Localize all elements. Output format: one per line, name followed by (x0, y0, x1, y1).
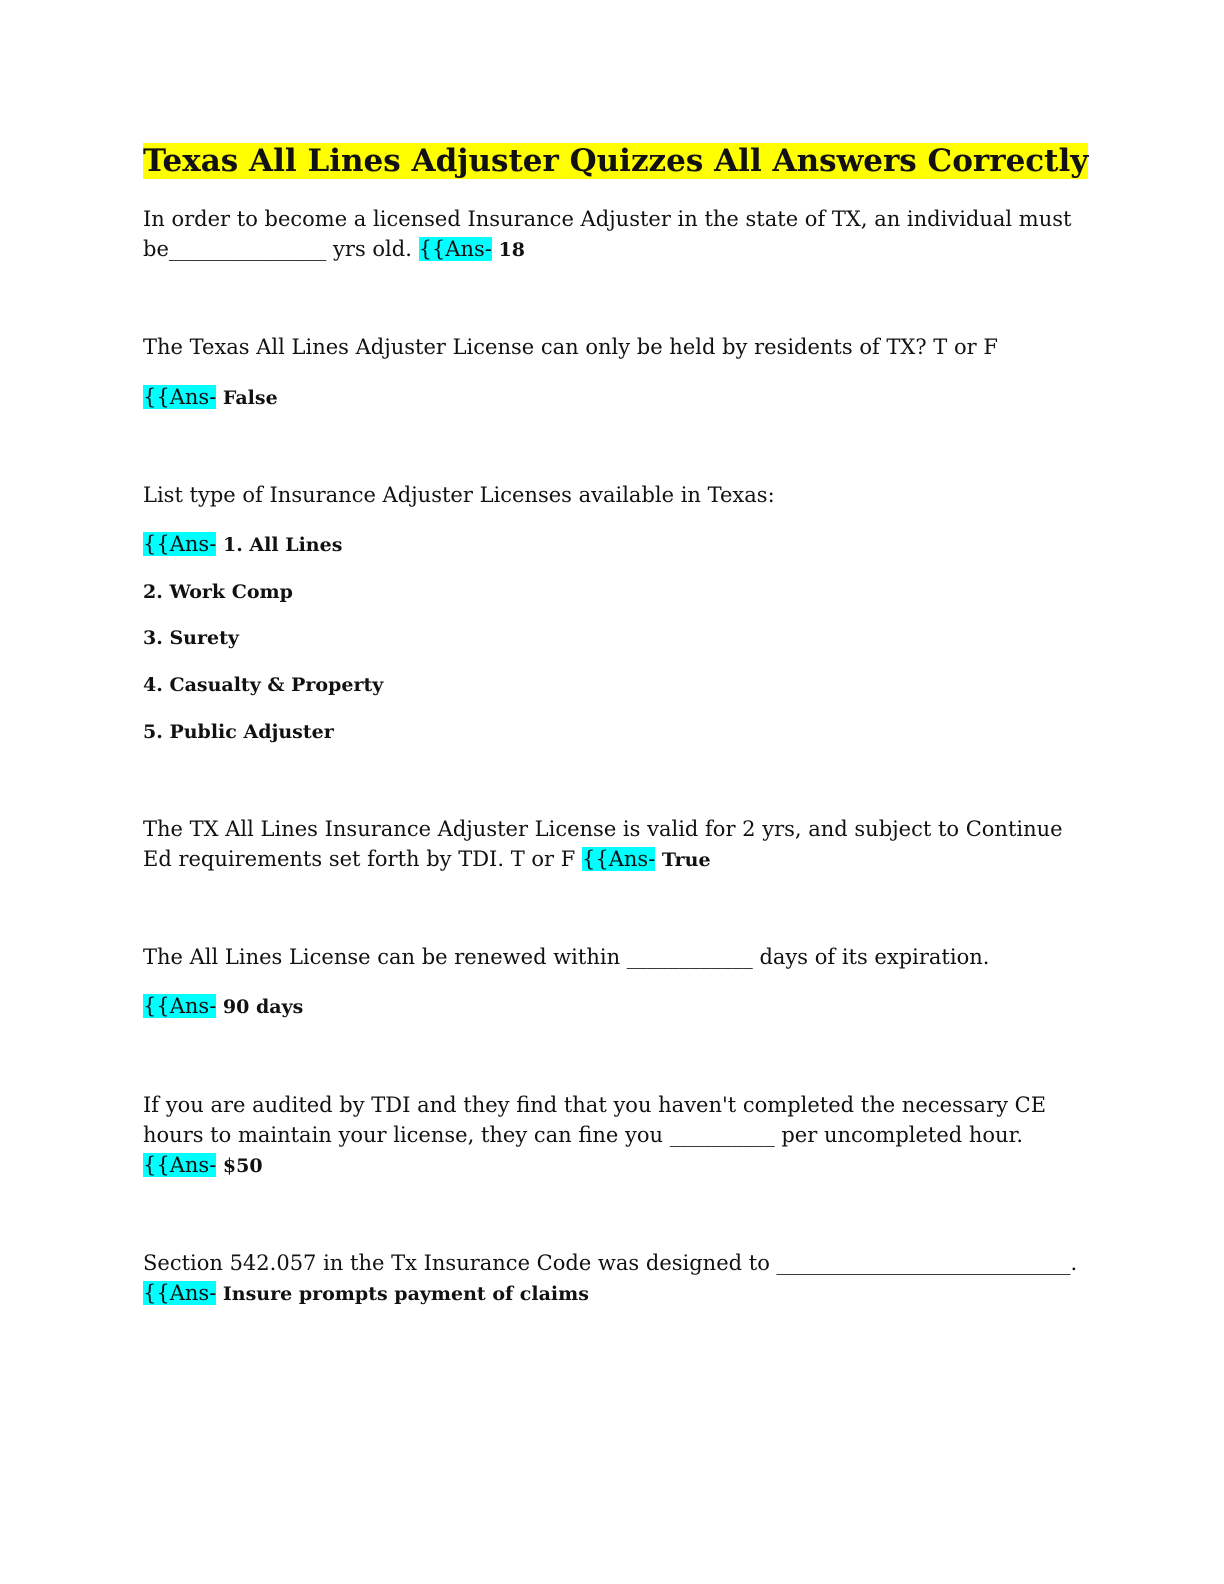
answer-3-item-4: 4. Casualty & Property (143, 674, 384, 696)
answer-6: $50 (216, 1155, 263, 1177)
question-2-line-1: The Texas All Lines Adjuster License can only be held by residents of TX? T or F (143, 335, 998, 359)
answer-marker: {{Ans- (143, 1153, 217, 1177)
answer-marker: {{Ans- (143, 994, 217, 1018)
question-5-line-1: The All Lines License can be renewed within ____________ days of its expiration. (143, 945, 990, 969)
page-title (143, 141, 1088, 181)
answer-3-line-1 (143, 529, 342, 560)
answer-marker: {{Ans- (418, 237, 492, 261)
answer-3-item-5: 5. Public Adjuster (143, 721, 334, 743)
answer-3-item-3: 3. Surety (143, 627, 239, 649)
question-7-line-1: Section 542.057 in the Tx Insurance Code was designed to ____________________________. (143, 1251, 1078, 1275)
question-6-line-2: hours to maintain your license, they can fine you __________ per uncompleted hour. (143, 1123, 1023, 1147)
question-1-line-1: In order to become a licensed Insurance Adjuster in the state of TX, an individual must (143, 207, 1072, 231)
answer-marker: {{Ans- (143, 1281, 217, 1305)
answer-marker: {{Ans- (143, 532, 217, 556)
question-4-text: Ed requirements set forth by TDI. T or F (143, 847, 582, 871)
answer-6-line (143, 1150, 263, 1181)
answer-3-item-2: 2. Work Comp (143, 581, 293, 603)
answer-1: 18 (491, 239, 525, 261)
answer-5-line (143, 991, 303, 1022)
question-4-line-2 (143, 844, 711, 875)
answer-4: True (655, 849, 711, 871)
answer-5: 90 days (216, 996, 304, 1018)
answer-2-line (143, 382, 278, 413)
question-6-line-1: If you are audited by TDI and they find that you haven't completed the necessary CE (143, 1093, 1047, 1117)
question-1-line-2 (143, 234, 525, 265)
page-title-text: Texas All Lines Adjuster Quizzes All Answers Correctly (143, 143, 1089, 179)
answer-7-line (143, 1278, 589, 1309)
question-3-line-1: List type of Insurance Adjuster Licenses available in Texas: (143, 483, 775, 507)
answer-marker: {{Ans- (143, 385, 217, 409)
question-4-line-1: The TX All Lines Insurance Adjuster License is valid for 2 yrs, and subject to Continue (143, 817, 1063, 841)
answer-2: False (216, 387, 278, 409)
answer-marker: {{Ans- (582, 847, 656, 871)
answer-3-item-1: 1. All Lines (222, 534, 343, 556)
question-1-text: be_______________ yrs old. (143, 237, 419, 261)
answer-7: Insure prompts payment of claims (216, 1283, 589, 1305)
